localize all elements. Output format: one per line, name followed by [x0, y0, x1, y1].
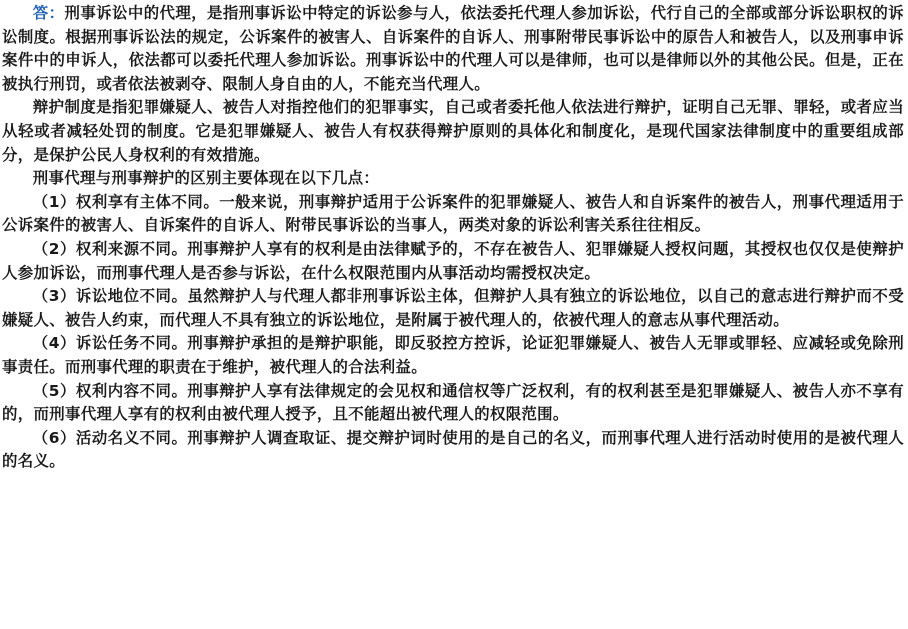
difference-item-3: （3）诉讼地位不同。虽然辩护人与代理人都非刑事诉讼主体，但辩护人具有独立的诉讼地位，以自己的意志进行辩护而不受嫌疑人、被告人约束，而代理人不具有独立的诉讼地位，是附属于被代理人的，依被代理人的意志从事代理活动。 [2, 287, 904, 329]
answer-label: 答： [32, 4, 65, 22]
differences-heading: 刑事代理与刑事辩护的区别主要体现在以下几点： [32, 169, 380, 188]
difference-item-5: （5）权利内容不同。刑事辩护人享有法律规定的会见权和通信权等广泛权利，有的权利甚至是犯罪嫌疑人、被告人亦不享有的，而刑事代理人享有的权利由被代理人授予，且不能超出被代理人的权限范围。 [2, 381, 904, 424]
answer-intro-text: 刑事诉讼中的代理，是指刑事诉讼中特定的诉讼参与人，依法委托代理人参加诉讼，代行自己的全部或部分诉讼职权的诉讼制度。根据刑事诉讼法的规定，公诉案件的被害人、自诉案件的自诉人、刑事附带民事诉讼中的原告人和被告人，以及刑事申诉案件中的申诉人，依法都可以委托代理人参加诉讼。刑事诉讼中的代理人可以是律师，也可以是律师以外的其他公民。但是，正在被执行刑罚，或者依法被剥夺、限制人身自由的人，不能充当代理人。 [2, 4, 904, 93]
difference-item-1: （1）权利享有主体不同。一般来说，刑事辩护适用于公诉案件的犯罪嫌疑人、被告人和自诉案件的被告人，刑事代理适用于公诉案件的被害人、自诉案件的自诉人、附带民事诉讼的当事人，两类对象的诉讼利害关系往往相反。 [2, 192, 904, 235]
answer-intro-paragraph [2, 2, 904, 96]
difference-item-2: （2）权利来源不同。刑事辩护人享有的权利是由法律赋予的，不存在被告人、犯罪嫌疑人授权问题，其授权也仅仅是使辩护人参加诉讼，而刑事代理人是否参与诉讼，在什么权限范围内从事活动均需授权决定。 [2, 239, 904, 282]
difference-item-4: （4）诉讼任务不同。刑事辩护承担的是辩护职能，即反驳控方控诉，论证犯罪嫌疑人、被告人无罪或罪轻、应减轻或免除刑事责任。而刑事代理的职责在于维护，被代理人的合法利益。 [2, 334, 904, 376]
defense-system-paragraph: 辩护制度是指犯罪嫌疑人、被告人对指控他们的犯罪事实，自己或者委托他人依法进行辩护，证明自己无罪、罪轻，或者应当从轻或者减轻处罚的制度。它是犯罪嫌疑人、被告人有权获得辩护原则的具体化和制度化，是现代国家法律制度中的重要组成部分，是保护公民人身权利的有效措施。 [2, 98, 904, 164]
answer-document [2, 2, 904, 474]
difference-item-6: （6）活动名义不同。刑事辩护人调查取证、提交辩护词时使用的是自己的名义，而刑事代理人进行活动时使用的是被代理人的名义。 [2, 428, 904, 471]
